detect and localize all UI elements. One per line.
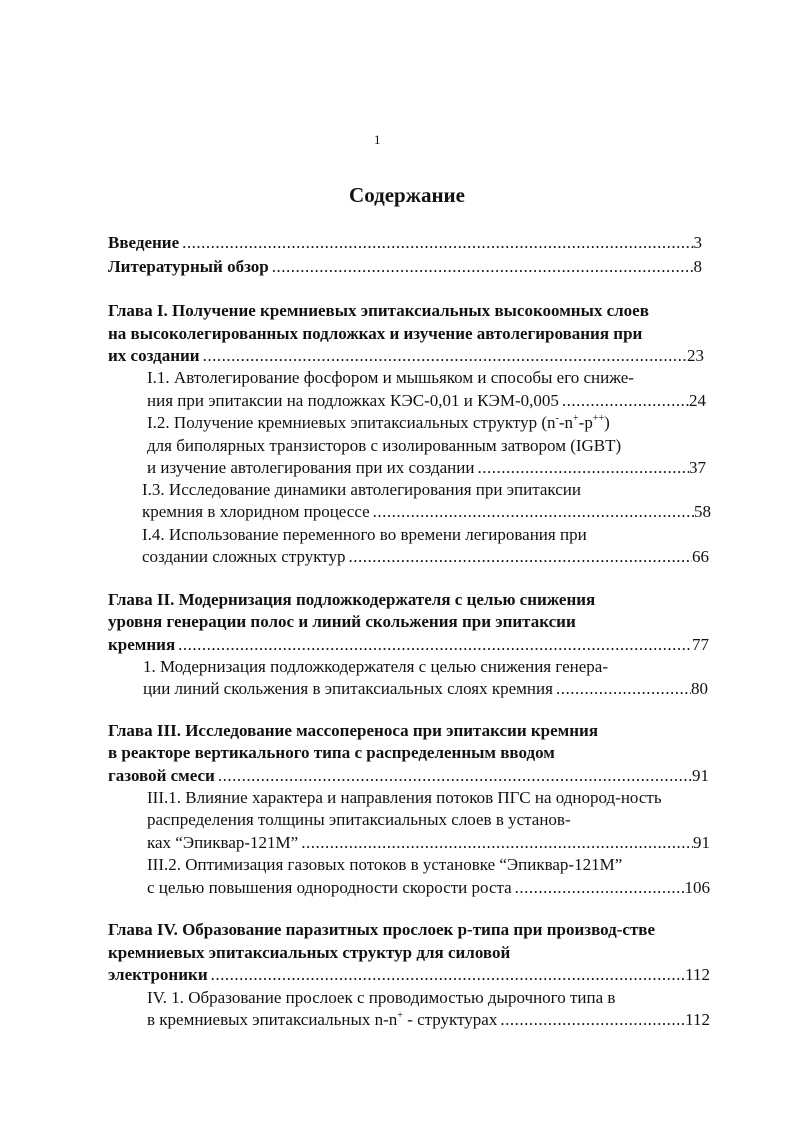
entry-label: кремния в хлоридном процессе <box>142 502 370 521</box>
chapter-3-title-line-2: в реакторе вертикального типа с распределенным вводом <box>108 743 555 762</box>
superscript: - <box>555 413 559 424</box>
page-number: 1 <box>374 132 381 147</box>
section-4-1-text: - структурах <box>402 1010 498 1029</box>
chapter-3-title-line-1: Глава III. Исследование массопереноса при эпитаксии кремния <box>108 721 599 740</box>
toc-entry-chapter-4[interactable] <box>108 963 710 987</box>
section-1-3-line-1: I.3. Исследование динамики автолегирования при эпитаксии <box>142 480 581 499</box>
section-1-2-text: I.2. Получение кремниевых эпитаксиальных структур (n <box>147 413 556 432</box>
section-1-2-text: -p <box>578 413 593 432</box>
toc-entry-section-2-1[interactable] <box>143 677 708 701</box>
superscript: + <box>397 1010 403 1021</box>
dot-leader <box>497 1008 685 1032</box>
section-1-4-line-1: I.4. Использование переменного во времени легирования при <box>142 525 587 544</box>
entry-page: 24 <box>689 391 706 410</box>
dot-leader <box>215 764 692 788</box>
entry-page: 91 <box>692 766 709 785</box>
entry-page: 3 <box>693 233 702 252</box>
chapter-4-title-line-2: кремниевых эпитаксиальных структур для силовой <box>108 943 511 962</box>
entry-label: и изучение автолегирования при их создании <box>147 458 475 477</box>
toc-entry-chapter-3[interactable] <box>108 764 709 788</box>
entry-label: газовой смеси <box>108 766 215 785</box>
section-4-1-line-1: IV. 1. Образование прослоек с проводимостью дырочного типа в <box>147 988 616 1007</box>
toc-entry-section-1-3[interactable] <box>142 500 711 524</box>
toc-title: Содержание <box>349 183 465 207</box>
section-1-2-text: ) <box>604 413 610 432</box>
toc-entry-intro[interactable] <box>108 231 702 255</box>
entry-page: 77 <box>692 635 709 654</box>
entry-page: 106 <box>684 878 710 897</box>
entry-label: ках “Эпиквар-121М” <box>147 833 299 852</box>
toc-entry-section-3-2[interactable] <box>147 876 710 900</box>
entry-label: электроники <box>108 965 208 984</box>
entry-page: 8 <box>693 257 702 276</box>
dot-leader <box>298 831 693 855</box>
dot-leader <box>175 633 692 657</box>
section-1-2-text: -n <box>558 413 574 432</box>
dot-leader <box>179 231 693 255</box>
entry-label: создании сложных структур <box>142 547 346 566</box>
superscript: ++ <box>592 413 605 424</box>
entry-label: ния при эпитаксии на подложках КЭС-0,01 и КЭМ-0,005 <box>147 391 559 410</box>
toc-entry-literature-review[interactable] <box>108 255 702 279</box>
toc-entry-section-4-1[interactable] <box>147 1008 710 1032</box>
entry-label: Введение <box>108 233 180 252</box>
entry-page: 91 <box>693 833 710 852</box>
chapter-1-title-line-1: Глава I. Получение кремниевых эпитаксиальных высокоомных слоев <box>108 301 649 320</box>
dot-leader <box>553 677 691 701</box>
chapter-2-title-line-2: уровня генерации полос и линий скольжения при эпитаксии <box>108 612 576 631</box>
section-4-1-text: в кремниевых эпитаксиальных n-n <box>147 1010 398 1029</box>
section-3-1-line-2: распределения толщины эпитаксиальных слоев в установ- <box>147 810 571 829</box>
section-3-1-line-1: III.1. Влияние характера и направления потоков ПГС на однород-ность <box>147 788 662 807</box>
toc-entry-chapter-1[interactable] <box>108 344 704 368</box>
dot-leader <box>370 500 694 524</box>
chapter-2-title-line-1: Глава II. Модернизация подложкодержателя с целью снижения <box>108 590 596 609</box>
dot-leader <box>346 545 692 569</box>
chapter-4-title-line-1: Глава IV. Образование паразитных прослоек p-типа при производ-стве <box>108 920 656 939</box>
section-1-1-line-1: I.1. Автолегирование фосфором и мышьяком и способы его сниже- <box>147 368 634 387</box>
toc-entry-section-3-1[interactable] <box>147 831 710 855</box>
entry-label: их создании <box>108 346 200 365</box>
dot-leader <box>200 344 687 368</box>
section-1-2-line-1 <box>147 411 610 435</box>
entry-page: 23 <box>687 346 704 365</box>
dot-leader <box>269 255 694 279</box>
entry-label: ции линий скольжения в эпитаксиальных слоях кремния <box>143 679 553 698</box>
dot-leader <box>474 456 689 480</box>
entry-page: 37 <box>689 458 706 477</box>
section-3-2-line-1: III.2. Оптимизация газовых потоков в установке “Эпиквар-121М” <box>147 855 623 874</box>
entry-page: 58 <box>694 502 711 521</box>
toc-entry-section-1-2[interactable] <box>147 456 706 480</box>
chapter-1-title-line-2: на высоколегированных подложках и изучение автолегирования при <box>108 324 643 343</box>
toc-entry-section-1-1[interactable] <box>147 389 706 413</box>
entry-page: 80 <box>691 679 708 698</box>
entry-page: 66 <box>692 547 709 566</box>
entry-label <box>147 1008 497 1032</box>
entry-label: Литературный обзор <box>108 257 269 276</box>
entry-page: 112 <box>685 1010 710 1029</box>
dot-leader <box>559 389 689 413</box>
entry-page: 112 <box>685 965 710 984</box>
section-1-2-line-2: для биполярных транзисторов с изолированным затвором (IGBT) <box>147 436 622 455</box>
toc-entry-section-1-4[interactable] <box>142 545 709 569</box>
entry-label: кремния <box>108 635 176 654</box>
section-2-1-line-1: 1. Модернизация подложкодержателя с целью снижения генера- <box>143 657 609 676</box>
entry-label: с целью повышения однородности скорости роста <box>147 878 512 897</box>
dot-leader <box>512 876 685 900</box>
toc-entry-chapter-2[interactable] <box>108 633 709 657</box>
dot-leader <box>208 963 686 987</box>
superscript: + <box>573 413 579 424</box>
